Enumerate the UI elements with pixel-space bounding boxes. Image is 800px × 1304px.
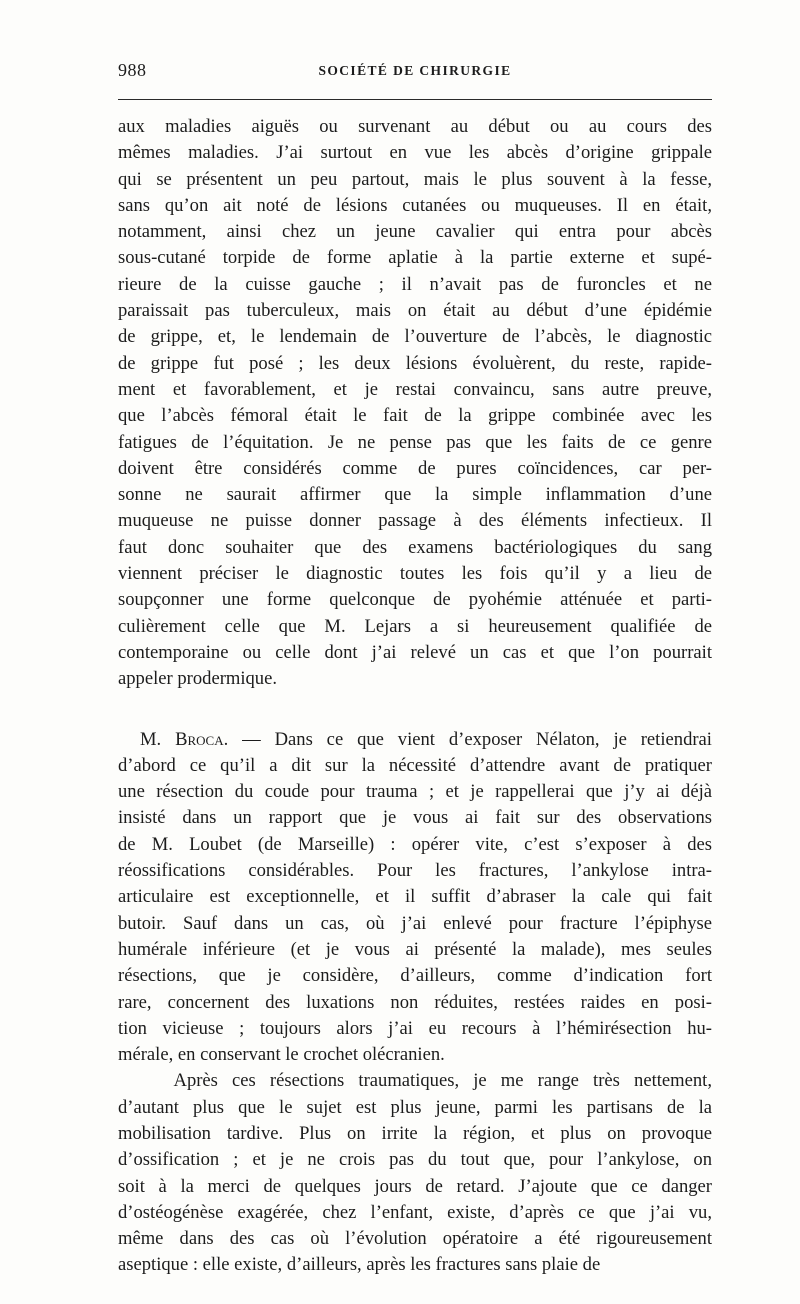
text-line: faut donc souhaiter que des examens bactériologiques du sang bbox=[118, 536, 712, 558]
document-page bbox=[118, 0, 712, 1276]
text-line: soit à la merci de quelques jours de retard. J’ajoute que ce danger bbox=[118, 1175, 712, 1197]
text-line: mêmes maladies. J’ai surtout en vue les abcès d’origine grippale bbox=[118, 142, 712, 164]
header-rule bbox=[118, 99, 712, 100]
text-line: de grippe, et, le lendemain de l’ouverture de l’abcès, le diagnostic bbox=[118, 326, 712, 348]
speaker-name: Broca. bbox=[175, 728, 229, 750]
first-line-rest: — Dans ce que vient d’exposer Nélaton, je retiendrai bbox=[228, 728, 712, 750]
running-title: SOCIÉTÉ DE CHIRURGIE bbox=[318, 63, 512, 78]
text-line: tion vicieuse ; toujours alors j’ai eu recours à l’hémirésection hu- bbox=[118, 1017, 712, 1039]
text-line: fatigues de l’équitation. Je ne pense pas que les faits de ce genre bbox=[118, 431, 712, 453]
text-line: sans qu’on ait noté de lésions cutanées ou muqueuses. Il en était, bbox=[118, 194, 712, 216]
text-line: d’ossification ; et je ne crois pas du tout que, pour l’ankylose, on bbox=[118, 1149, 712, 1171]
paragraph-2 bbox=[118, 727, 712, 1069]
page-header bbox=[118, 0, 712, 102]
text-line: réossifications considérables. Pour les fractures, l’ankylose intra- bbox=[118, 860, 712, 882]
paragraph-1 bbox=[118, 114, 712, 693]
text-line: d’ostéogénèse exagérée, chez l’enfant, existe, d’après ce que j’ai vu, bbox=[118, 1201, 712, 1223]
text-line: humérale inférieure (et je vous ai présenté la malade), mes seules bbox=[118, 938, 712, 960]
page-number: 988 bbox=[118, 60, 147, 80]
paragraph-3 bbox=[118, 1068, 712, 1278]
text-line: viennent préciser le diagnostic toutes les fois qu’il y a lieu de bbox=[118, 563, 712, 585]
text-line: muqueuse ne puisse donner passage à des éléments infectieux. Il bbox=[118, 510, 712, 532]
text-line: que l’abcès fémoral était le fait de la grippe combinée avec les bbox=[118, 405, 712, 427]
body-text bbox=[118, 114, 712, 1279]
text-line: culièrement celle que M. Lejars a si heureusement qualifiée de bbox=[118, 615, 712, 637]
text-line: d’autant plus que le sujet est plus jeune, parmi les partisans de la bbox=[118, 1096, 712, 1118]
text-line: mérale, en conservant le crochet olécranien. bbox=[118, 1044, 445, 1066]
text-line: résections, que je considère, d’ailleurs, comme d’indication fort bbox=[118, 965, 712, 987]
text-line: doivent être considérés comme de pures coïncidences, car per- bbox=[118, 457, 712, 479]
text-line: aux maladies aiguës ou survenant au début ou au cours des bbox=[118, 116, 712, 137]
text-line: d’abord ce qu’il a dit sur la nécessité d’attendre avant de pratiquer bbox=[118, 754, 712, 776]
text-line bbox=[118, 727, 712, 753]
text-line: de grippe fut posé ; les deux lésions évoluèrent, du reste, rapide- bbox=[118, 352, 712, 374]
text-line: soupçonner une forme quelconque de pyohémie atténuée et parti- bbox=[118, 589, 712, 611]
speaker-prefix: M. bbox=[140, 728, 176, 750]
text-line: ment et favorablement, et je restai convaincu, sans autre preuve, bbox=[118, 378, 712, 400]
text-line: sonne ne saurait affirmer que la simple inflammation d’une bbox=[118, 484, 712, 506]
text-line: articulaire est exceptionnelle, et il suffit d’abraser la cale qui fait bbox=[118, 886, 712, 908]
text-line: de M. Loubet (de Marseille) : opérer vite, c’est s’exposer à des bbox=[118, 833, 712, 855]
text-line: notamment, ainsi chez un jeune cavalier qui entra pour abcès bbox=[118, 221, 712, 243]
text-line: sous-cutané torpide de forme aplatie à la partie externe et supé- bbox=[118, 247, 712, 269]
text-line: insisté dans un rapport que je vous ai fait sur des observations bbox=[118, 807, 712, 829]
text-line: appeler prodermique. bbox=[118, 668, 278, 690]
text-line: mobilisation tardive. Plus on irrite la région, et plus on provoque bbox=[118, 1122, 712, 1144]
text-line: même dans des cas où l’évolution opératoire a été rigoureusement bbox=[118, 1228, 712, 1250]
paragraph-gap bbox=[118, 693, 712, 727]
text-line: contemporaine ou celle dont j’ai relevé un cas et que l’on pourrait bbox=[118, 641, 712, 663]
text-line: une résection du coude pour trauma ; et je rappellerai que j’y ai déjà bbox=[118, 781, 712, 803]
text-line: paraissait pas tuberculeux, mais on était au début d’une épidémie bbox=[118, 300, 712, 322]
text-line: rare, concernent des luxations non réduites, restées raides en posi- bbox=[118, 991, 712, 1013]
text-line: qui se présentent un peu partout, mais le plus souvent à la fesse, bbox=[118, 168, 712, 190]
text-line: butoir. Sauf dans un cas, où j’ai enlevé pour fracture l’épiphyse bbox=[118, 912, 712, 934]
text-line: Après ces résections traumatiques, je me range très nettement, bbox=[118, 1070, 712, 1092]
text-line: rieure de la cuisse gauche ; il n’avait pas de furoncles et ne bbox=[118, 273, 712, 295]
text-line: aseptique : elle existe, d’ailleurs, après les fractures sans plaie de bbox=[118, 1254, 601, 1276]
